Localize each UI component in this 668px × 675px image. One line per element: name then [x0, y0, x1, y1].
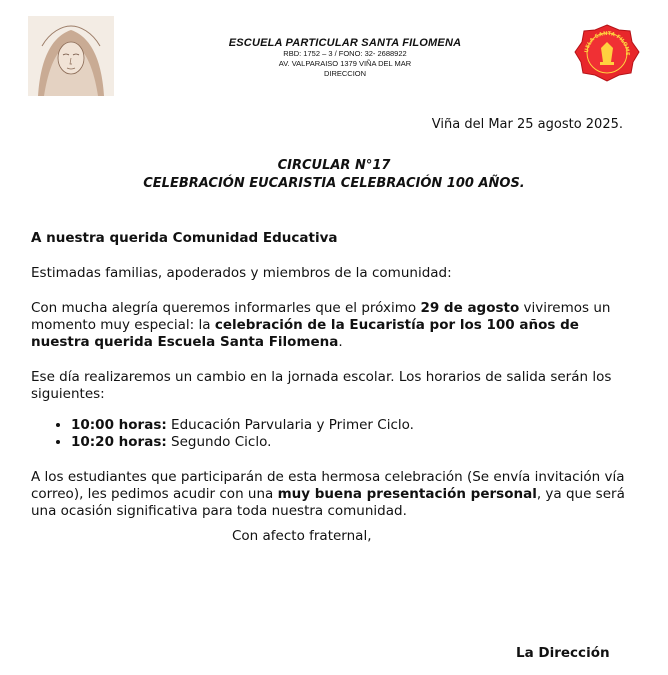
paragraph-announcement — [31, 300, 636, 351]
paragraph-schedule-intro: Ese día realizaremos un cambio en la jornada escolar. Los horarios de salida serán los siguientes: — [31, 369, 612, 402]
event-date: 29 de agosto — [420, 300, 520, 316]
schedule-item — [71, 417, 636, 434]
letter-body — [31, 230, 636, 520]
signature: La Dirección — [516, 645, 610, 661]
department-line: DIRECCION — [323, 69, 367, 78]
presentation-text-2: , ya que será una ocasión significativa para toda nuestra comunidad. — [31, 486, 625, 519]
address-line: AV. VALPARAISO 1379 VIÑA DEL MAR — [278, 59, 412, 68]
paragraph-presentation — [31, 469, 636, 520]
founder-portrait — [28, 16, 114, 96]
announcement-text-2: viviremos un momento muy especial: la — [31, 300, 611, 333]
school-name: ESCUELA PARTICULAR SANTA FILOMENA — [228, 37, 462, 49]
rbd-phone-line: RBD: 1752 – 3 / FONO: 32- 2688922 — [283, 49, 407, 58]
announcement-text-1: Con mucha alegría queremos informarles que el próximo — [31, 300, 421, 316]
circular-number: CIRCULAR N°17 — [277, 158, 391, 173]
schedule-time: 10:20 horas: — [71, 434, 167, 450]
circular-title — [0, 157, 668, 193]
salutation: Estimadas familias, apoderados y miembros de la comunidad: — [31, 265, 452, 281]
circular-subject: CELEBRACIÓN EUCARISTIA CELEBRACIÓN 100 AÑOS. — [143, 176, 525, 191]
schedule-list — [31, 417, 636, 451]
schedule-desc: Segundo Ciclo. — [166, 434, 272, 450]
announcement-text-3: . — [338, 334, 343, 350]
school-crest-logo — [574, 24, 640, 82]
schedule-item — [71, 434, 636, 451]
svg-text:ESCUELA SANTA FILOMENA: UELA SANTA FILOME — [583, 30, 631, 56]
closing-phrase: Con afecto fraternal, — [232, 528, 372, 544]
presentation-text-1: A los estudiantes que participarán de esta hermosa celebración (Se envía invitación vía correo), les pedimos acudir con una — [31, 469, 625, 502]
greeting: A nuestra querida Comunidad Educativa — [31, 230, 338, 246]
event-description: celebración de la Eucaristía por los 100 años de nuestra querida Escuela Santa Filomena — [31, 317, 579, 350]
presentation-emphasis: muy buena presentación personal — [277, 486, 537, 502]
schedule-time: 10:00 horas: — [71, 417, 167, 433]
school-header — [200, 37, 490, 79]
schedule-desc: Educación Parvularia y Primer Ciclo. — [166, 417, 414, 433]
letter-date: Viña del Mar 25 agosto 2025. — [431, 117, 623, 132]
